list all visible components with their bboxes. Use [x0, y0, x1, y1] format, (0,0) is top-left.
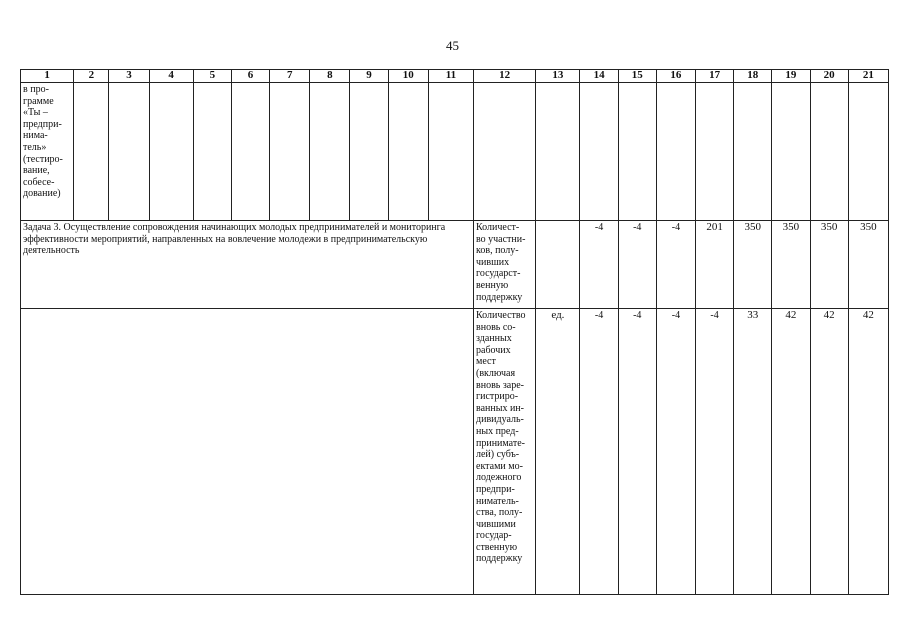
indicator-cell: Количест- во участни- ков, полу- чивших государст- венную поддержку — [474, 221, 536, 309]
header-cell: 3 — [109, 70, 149, 83]
header-cell: 18 — [734, 70, 772, 83]
header-cell: 4 — [149, 70, 193, 83]
header-row — [21, 70, 889, 83]
header-cell: 19 — [772, 70, 810, 83]
value-cell: 350 — [848, 221, 888, 309]
empty-merged-cell — [21, 309, 474, 595]
value-cell: 350 — [772, 221, 810, 309]
header-cell: 15 — [618, 70, 656, 83]
table-row — [21, 221, 889, 309]
value-cell: -4 — [656, 309, 695, 595]
header-cell: 11 — [428, 70, 473, 83]
header-cell: 20 — [810, 70, 848, 83]
unit-cell: ед. — [536, 309, 580, 595]
value-cell: -4 — [618, 221, 656, 309]
header-cell: 7 — [270, 70, 310, 83]
header-cell: 16 — [656, 70, 695, 83]
unit-cell — [536, 221, 580, 309]
value-cell: 42 — [810, 309, 848, 595]
value-cell: -4 — [618, 309, 656, 595]
header-cell: 8 — [310, 70, 350, 83]
value-cell: -4 — [580, 221, 618, 309]
page-number: 45 — [446, 38, 459, 53]
header-cell: 6 — [231, 70, 269, 83]
table-row — [21, 309, 889, 595]
indicators-table — [20, 69, 889, 595]
value-cell: 201 — [696, 221, 734, 309]
header-cell: 14 — [580, 70, 618, 83]
value-cell: -4 — [696, 309, 734, 595]
task-3-text: Задача 3. Осуществление сопровождения начинающих молодых предпринимателей и мониторинга эффективности мероприятий, направленных на вовлечение молодежи в предпринимательскую деятельность — [21, 221, 474, 309]
header-cell: 2 — [74, 70, 109, 83]
value-cell: 350 — [734, 221, 772, 309]
indicator-cell: Количество вновь со- зданных рабочих мест (включая вновь заре- гистриро- ванных ин- дивидуаль- ных пред- принимате- лей) субъ- ектами мо- лодежного предпри- ниматель- ства, полу- чившими государ- ственную поддержку — [474, 309, 536, 595]
table-row — [21, 83, 889, 221]
header-cell: 12 — [474, 70, 536, 83]
value-cell: -4 — [580, 309, 618, 595]
header-cell: 10 — [388, 70, 428, 83]
header-cell: 9 — [350, 70, 388, 83]
value-cell: 42 — [772, 309, 810, 595]
value-cell: 350 — [810, 221, 848, 309]
header-cell: 5 — [193, 70, 231, 83]
value-cell: 42 — [848, 309, 888, 595]
value-cell: -4 — [656, 221, 695, 309]
header-cell: 21 — [848, 70, 888, 83]
value-cell: 33 — [734, 309, 772, 595]
program-cell: в про- грамме «Ты – предпри- нима- тель» (тестиро- вание, собесе- дование) — [21, 83, 74, 221]
header-cell: 1 — [21, 70, 74, 83]
header-cell: 17 — [696, 70, 734, 83]
header-cell: 13 — [536, 70, 580, 83]
